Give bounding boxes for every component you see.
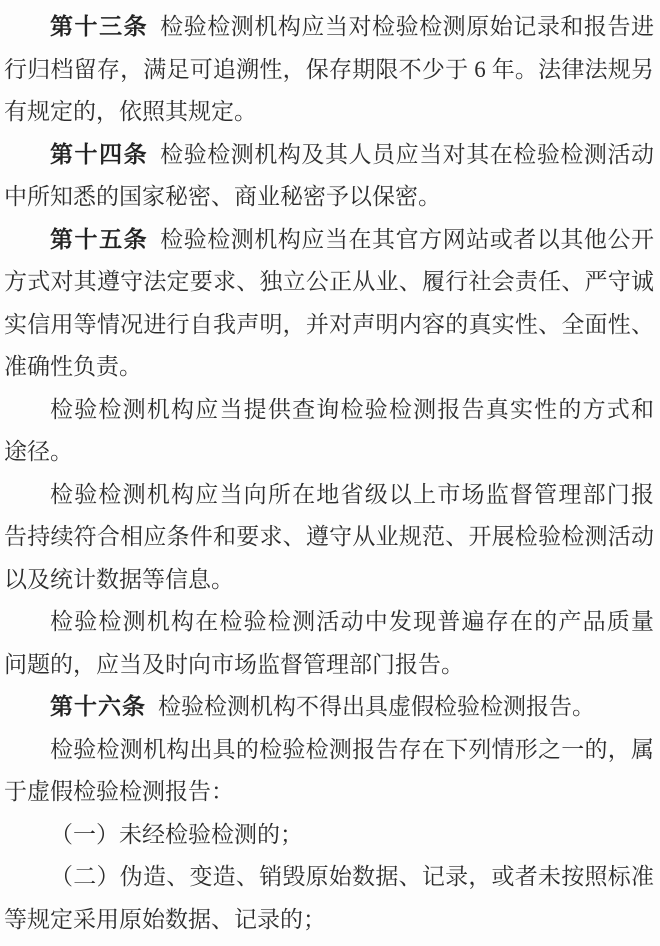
line-text: 告持续符合相应条件和要求、遵守从业规范、开展检验检测活动 <box>4 524 654 549</box>
article-number: 第十三条 <box>50 14 149 39</box>
line-text: 有规定的，依照其规定。 <box>4 99 257 124</box>
line-text: 检验检测机构出具的检验检测报告存在下列情形之一的，属 <box>50 736 654 762</box>
line-text: 等规定采用原始数据、记录的； <box>4 906 326 932</box>
text-line <box>4 814 654 857</box>
text-line <box>4 176 654 219</box>
line-text: （二）伪造、变造、销毁原始数据、记录，或者未按照标准 <box>50 864 654 889</box>
text-line <box>4 899 654 942</box>
line-text: 检验检测机构应当在其官方网站或者以其他公开 <box>160 226 654 252</box>
line-text: 检验检测机构应当对检验检测原始记录和报告进 <box>160 14 654 39</box>
line-text: 实信用等情况进行自我声明，并对声明内容的真实性、全面性、 <box>4 311 654 337</box>
text-line <box>4 304 654 347</box>
line-text: 于虚假检验检测报告： <box>4 779 234 804</box>
text-line <box>4 431 654 474</box>
text-line <box>4 516 654 559</box>
article-number: 第十五条 <box>50 226 149 252</box>
line-text: 检验检测机构应当提供查询检验检测报告真实性的方式和 <box>50 396 654 422</box>
text-line <box>4 219 654 262</box>
text-line <box>4 644 654 687</box>
text-line <box>4 261 654 304</box>
text-line <box>4 856 654 899</box>
text-line <box>4 389 654 432</box>
line-text: 方式对其遵守法定要求、独立公正从业、履行社会责任、严守诚 <box>4 269 654 294</box>
text-line <box>4 601 654 644</box>
line-text: 中所知悉的国家秘密、商业秘密予以保密。 <box>4 184 441 209</box>
line-text: 检验检测机构不得出具虚假检验检测报告。 <box>158 694 595 719</box>
text-line <box>4 729 654 772</box>
text-line <box>4 49 654 92</box>
line-text: 检验检测机构及其人员应当对其在检验检测活动 <box>160 141 654 167</box>
line-text: 途径。 <box>4 439 73 464</box>
text-line <box>4 474 654 517</box>
text-line <box>4 134 654 177</box>
text-line <box>4 771 654 814</box>
line-text: 以及统计数据等信息。 <box>4 566 234 592</box>
line-text: （一）未经检验检测的； <box>50 821 303 847</box>
line-text: 检验检测机构应当向所在地省级以上市场监督管理部门报 <box>50 481 654 507</box>
article-number: 第十六条 <box>50 694 146 719</box>
line-text: 问题的，应当及时向市场监督管理部门报告。 <box>4 651 464 677</box>
text-line <box>4 559 654 602</box>
text-line <box>4 686 654 729</box>
text-line <box>4 91 654 134</box>
text-line <box>4 346 654 389</box>
line-text: 检验检测机构在检验检测活动中发现普遍存在的产品质量 <box>50 609 654 634</box>
text-line <box>4 6 654 49</box>
article-number: 第十四条 <box>50 141 149 167</box>
line-text: 行归档留存，满足可追溯性，保存期限不少于 6 年。法律法规另 <box>4 56 654 82</box>
line-text: 准确性负责。 <box>4 354 142 379</box>
